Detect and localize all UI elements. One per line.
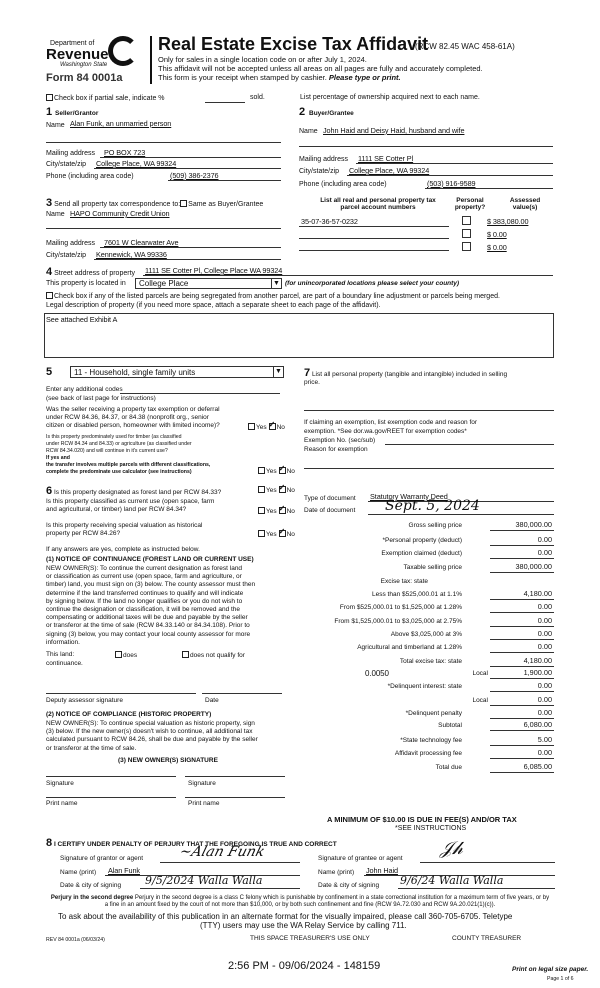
county-treasurer: COUNTY TREASURER bbox=[452, 935, 522, 942]
calc-label: Total excise tax: state bbox=[399, 658, 462, 665]
access-line1: To ask about the availability of this publication in an alternate format for the visually impaired, please call 360-705-6705. Teletype bbox=[58, 912, 513, 921]
calc-value[interactable]: 0.00 bbox=[537, 629, 552, 638]
s5-q2b-line2: the transfer involves multiple parcels with different classifications, bbox=[46, 462, 211, 468]
perjury-line1: Perjury in the second degree is a class C felony which is punishable by confinement in a state correctional institution for a maximum term of five years, or by bbox=[134, 895, 550, 901]
s1-num: 1 bbox=[46, 106, 53, 118]
s1-title: Seller/Grantor bbox=[55, 110, 99, 117]
calc-label: Less than $525,000.01 at 1.1% bbox=[372, 591, 462, 598]
form-number: Form 84 0001a bbox=[46, 72, 123, 84]
buyer-mailing-address[interactable]: 1111 SE Cotter Pl bbox=[358, 154, 414, 163]
s5-q2-yes-checkbox[interactable] bbox=[258, 467, 265, 474]
s8-num: 8 bbox=[46, 837, 53, 849]
treasurer-only: THIS SPACE TREASURER'S USE ONLY bbox=[250, 935, 370, 942]
grantor-date-city[interactable]: 9/5/2024 Walla Walla bbox=[145, 874, 263, 887]
page-title: Real Estate Excise Tax Affidavit bbox=[158, 34, 429, 54]
s6-q2-line1: Is this property classified as current use (open space, farm bbox=[46, 498, 215, 505]
s2-num: 2 bbox=[299, 106, 306, 118]
calc-value[interactable]: 0.00 bbox=[537, 535, 552, 544]
yes-label: Yes bbox=[256, 424, 267, 431]
s3-city-label: City/state/zip bbox=[46, 252, 87, 259]
no-label: No bbox=[286, 508, 295, 515]
grantee-print-name[interactable]: John Haid bbox=[366, 866, 398, 875]
seller-phone[interactable]: (509) 386-2376 bbox=[170, 171, 219, 180]
s6-q3-line2: property per RCW 84.26? bbox=[46, 530, 121, 537]
dept-label: Department of bbox=[50, 40, 95, 47]
s6-q2-no-checkbox[interactable] bbox=[279, 507, 286, 514]
local-rate: 0.0050 bbox=[365, 669, 389, 678]
s6-date: Date bbox=[205, 697, 219, 704]
land-does-checkbox[interactable] bbox=[115, 651, 122, 658]
grantee-signature[interactable]: 𝒥𝒽 bbox=[440, 838, 463, 859]
calc-label: Total due bbox=[435, 764, 462, 771]
grantor-print-name[interactable]: Alan Funk bbox=[108, 866, 140, 875]
s2-mail-label: Mailing address bbox=[299, 156, 349, 163]
s3-mail-label: Mailing address bbox=[46, 240, 96, 247]
partial-sale-checkbox[interactable] bbox=[46, 94, 53, 101]
property-street-address[interactable]: 1111 SE Cotter Pl, College Place WA 99324 bbox=[145, 266, 283, 275]
s8-title: I CERTIFY UNDER PENALTY OF PERJURY THAT THE FOREGOING IS TRUE AND CORRECT bbox=[53, 841, 337, 848]
calc-label: From $525,000.01 to $1,525,000 at 1.28% bbox=[339, 604, 462, 611]
partial-label: Check box if partial sale, indicate % bbox=[54, 95, 165, 102]
s4-seg: Check box if any of the listed parcels are being segregated from another parcel, are part of a boundary line adjustment or parcels being merged. bbox=[54, 293, 500, 300]
dept-revenue: Revenue bbox=[46, 46, 109, 63]
yes-label: Yes bbox=[266, 468, 277, 475]
parcel-h3: Assessed bbox=[509, 197, 541, 204]
s6-does: does bbox=[123, 652, 138, 659]
s6-q3-no-checkbox[interactable] bbox=[279, 530, 286, 537]
calc-label: Affidavit processing fee bbox=[394, 750, 462, 757]
calc-label: Agricultural and timberland at 1.28% bbox=[357, 644, 462, 651]
calc-value[interactable]: 0.00 bbox=[537, 695, 552, 704]
calc-label: Local bbox=[472, 697, 488, 704]
s3-same: Same as Buyer/Grantee bbox=[188, 201, 264, 208]
s8-date-label-2: Date & city of signing bbox=[318, 882, 380, 889]
s6-n1-title: (1) NOTICE OF CONTINUANCE (FOREST LAND OR CURRENT USE) bbox=[46, 556, 254, 563]
tax-correspondence-name[interactable]: HAPO Community Credit Union bbox=[70, 209, 170, 218]
parcel-h2b: property? bbox=[454, 204, 486, 211]
s7-exempt3: Exemption No. (sec/sub) bbox=[304, 437, 376, 444]
tax-correspondence-address[interactable]: 7601 W Clearwater Ave bbox=[104, 238, 179, 247]
s6-n2-title: (2) NOTICE OF COMPLIANCE (HISTORIC PROPERTY) bbox=[46, 711, 212, 718]
state-label: Washington State bbox=[60, 62, 108, 68]
personal-property-checkbox-2[interactable] bbox=[462, 229, 471, 238]
owner-print-label-1: Print name bbox=[46, 800, 78, 807]
chevron-down-icon: ▼ bbox=[273, 367, 283, 377]
s5-q1-line3: citizen or disabled person, homeowner with limited income)? bbox=[46, 422, 220, 429]
location-value: College Place bbox=[139, 279, 189, 288]
parcel-number-1[interactable]: 35-07-36-57-0232 bbox=[301, 217, 358, 226]
calc-label: *Personal property (deduct) bbox=[382, 537, 462, 544]
s5-q2b-line3: complete the predominate use calculator (see instructions) bbox=[46, 469, 192, 475]
document-type[interactable]: Statutory Warranty Deed bbox=[370, 492, 448, 501]
calc-label: Exemption claimed (deduct) bbox=[381, 550, 462, 557]
tax-correspondence-city[interactable]: Kennewick, WA 99336 bbox=[96, 250, 167, 259]
s8-sig-grantor-label: Signature of grantor or agent bbox=[60, 855, 144, 862]
s6-q2-yes-checkbox[interactable] bbox=[258, 507, 265, 514]
calc-value[interactable]: 1,900.00 bbox=[523, 668, 552, 677]
s6-n2-text: NEW OWNER(S): To continue special valuation as historic property, sign (3) below. If the new owner(s) doesn't wish to continue, all additional tax calculated pursuant to RCW 84.26, shall be due and payable by the seller or transferor at the time of sale. bbox=[46, 720, 258, 752]
s7-doc-type-label: Type of document bbox=[304, 495, 356, 502]
s7-exempt2: exemption. *See dor.wa.gov/REET for exemption codes* bbox=[304, 428, 467, 435]
seller-name[interactable]: Alan Funk, an unmarried person bbox=[70, 119, 172, 128]
partial-note: List percentage of ownership acquired next to each name. bbox=[300, 94, 480, 101]
parcel-h3b: value(s) bbox=[512, 204, 538, 211]
segregated-checkbox[interactable] bbox=[46, 292, 53, 299]
s6-num: 6 bbox=[46, 485, 53, 497]
s4-num: 4 bbox=[46, 266, 53, 278]
calc-label: Above $3,025,000 at 3% bbox=[390, 631, 462, 638]
calc-value[interactable]: 0.00 bbox=[537, 642, 552, 651]
no-label: No bbox=[286, 487, 295, 494]
seller-mailing-address[interactable]: PO BOX 723 bbox=[104, 148, 146, 157]
s6-continuance: continuance. bbox=[46, 660, 83, 667]
calc-value[interactable]: 380,000.00 bbox=[515, 520, 552, 529]
s7-num: 7 bbox=[304, 367, 311, 379]
grantee-date-city[interactable]: 9/6/24 Walla Walla bbox=[400, 874, 504, 887]
s2-name-label: Name bbox=[299, 128, 318, 135]
s2-title: Buyer/Grantee bbox=[309, 110, 354, 117]
calc-label: *State technology fee bbox=[400, 737, 462, 744]
calc-value[interactable]: 4,180.00 bbox=[523, 656, 552, 665]
s2-phone-label: Phone (including area code) bbox=[299, 181, 387, 188]
s5-q2-line3: RCW 84.34.020) and will continue in it's current use? bbox=[46, 448, 168, 454]
calc-value[interactable]: 6,080.00 bbox=[523, 720, 552, 729]
calc-value[interactable]: 0.00 bbox=[537, 748, 552, 757]
legal-description-box[interactable] bbox=[44, 313, 554, 358]
s2-city-label: City/state/zip bbox=[299, 168, 340, 175]
s6-instr: If any answers are yes, complete as instructed below. bbox=[46, 546, 200, 553]
calc-value[interactable]: 4,180.00 bbox=[523, 589, 552, 598]
parcel-h2: Personal bbox=[456, 197, 484, 204]
s4-legal-label: Legal description of property (if you need more space, attach a separate sheet to each page of the affidavit). bbox=[46, 302, 381, 309]
s5-num: 5 bbox=[46, 366, 53, 378]
header-sub3: This form is your receipt when stamped by cashier. bbox=[158, 73, 327, 82]
s5-q2-no-checkbox[interactable] bbox=[279, 467, 286, 474]
s8-name-label-1: Name (print) bbox=[60, 869, 97, 876]
calc-value[interactable]: 0.00 bbox=[537, 616, 552, 625]
s3-num: 3 bbox=[46, 197, 53, 209]
minimum-notice: A MINIMUM OF $10.00 IS DUE IN FEE(S) AND/OR TAX bbox=[327, 815, 517, 824]
s5-codes-label: Enter any additional codes bbox=[46, 386, 123, 393]
s6-q3-line1: Is this property receiving special valuation as historical bbox=[46, 522, 203, 529]
calc-label: From $1,525,000.01 to $3,025,000 at 2.75% bbox=[334, 618, 462, 625]
owner-signature-label-2: Signature bbox=[188, 780, 216, 787]
rcw-ref: (RCW 82.45 WAC 458-61A) bbox=[415, 42, 515, 51]
s7-exempt1: If claiming an exemption, list exemption code and reason for bbox=[304, 419, 478, 426]
land-does-not-checkbox[interactable] bbox=[182, 651, 189, 658]
land-use-value: 11 - Household, single family units bbox=[74, 368, 196, 377]
no-label: No bbox=[286, 468, 295, 475]
s6-q1-yes-checkbox[interactable] bbox=[258, 486, 265, 493]
seller-city[interactable]: College Place, WA 99324 bbox=[96, 159, 177, 168]
s1-mail-label: Mailing address bbox=[46, 150, 96, 157]
calc-value[interactable]: 0.00 bbox=[537, 708, 552, 717]
calc-label: Local bbox=[472, 670, 488, 677]
s1-phone-label: Phone (including area code) bbox=[46, 173, 134, 180]
parcel-h1b: parcel account numbers bbox=[340, 204, 416, 211]
land-use-select[interactable] bbox=[70, 366, 284, 378]
calc-value[interactable]: 6,085.00 bbox=[523, 762, 552, 771]
s6-does-not: does not qualify for bbox=[190, 652, 245, 659]
parcel-h1: List all real and personal property tax bbox=[320, 197, 436, 204]
rev-number: REV 84 0001a (06/03/24) bbox=[46, 937, 105, 943]
s6-q1: Is this property designated as forest land per RCW 84.33? bbox=[53, 489, 222, 496]
s8-sig-grantee-label: Signature of grantee or agent bbox=[318, 855, 403, 862]
s5-q1-line1: Was the seller receiving a property tax exemption or deferral bbox=[46, 406, 220, 413]
s6-deputy: Deputy assessor signature bbox=[46, 697, 123, 704]
s6-this-land: This land: bbox=[46, 651, 75, 658]
perjury-line2: a fine in an amount fixed by the court of not more than $10,000, or by both such confinement and fine (RCW 9A.72.030 and RCW 9A.20.021(1)(c)). bbox=[104, 902, 496, 908]
calc-label: Excise tax: state bbox=[380, 578, 428, 585]
s5-q1-line2: under RCW 84.36, 84.37, or 84.38 (nonprofit org., senior bbox=[46, 414, 209, 421]
owner-signature-label-1: Signature bbox=[46, 780, 74, 787]
buyer-city[interactable]: College Place, WA 99324 bbox=[349, 166, 430, 175]
s3-label: Send all property tax correspondence to: bbox=[54, 201, 181, 208]
yes-label: Yes bbox=[266, 531, 277, 538]
s7-doc-date-label: Date of document bbox=[304, 507, 356, 514]
s6-n1-text: NEW OWNER(S): To continue the current designation as forest land or classification as current use (open space, farm and agriculture, or timber) land, you must sign on (3) below. The county assessor must then determine if the land transferred continues to qualify and will indicate by signing below. If the land no longer qualifies or you do not wish to continue the designation or classification, it will be removed and the compensating or additional taxes will be due and payable by the seller or transferor at the time of sale (RCW 84.33.140 or 84.34.108). Prior to signing (3) below, you may contact your local county assessor for more information. bbox=[46, 565, 256, 646]
header-sub3b: Please type or print. bbox=[328, 73, 401, 82]
calc-label: *Delinquent penalty bbox=[405, 710, 462, 717]
s8-date-label-1: Date & city of signing bbox=[60, 882, 122, 889]
s8-name-label-2: Name (print) bbox=[318, 869, 355, 876]
partial-sold: sold. bbox=[250, 94, 265, 101]
dor-logo-icon bbox=[108, 36, 138, 66]
s4-loc-label: This property is located in bbox=[46, 280, 126, 287]
no-label: No bbox=[286, 531, 295, 538]
yes-label: Yes bbox=[266, 508, 277, 515]
s7-exempt4: Reason for exemption bbox=[304, 446, 368, 453]
buyer-phone[interactable]: (503) 916-9589 bbox=[427, 179, 476, 188]
legal-paper-note: Print on legal size paper. bbox=[512, 966, 589, 973]
header-sub2: This affidavit will not be accepted unless all areas on all pages are fully and accurately completed. bbox=[158, 64, 483, 73]
grantor-signature[interactable]: ~Alan Funk bbox=[177, 844, 267, 860]
calc-value[interactable]: 0.00 bbox=[537, 602, 552, 611]
document-date[interactable]: Sept. 5, 2024 bbox=[385, 498, 480, 514]
calc-label: Taxable selling price bbox=[403, 564, 462, 571]
s6-q1-no-checkbox[interactable] bbox=[279, 486, 286, 493]
s4-loc-note: (for unincorporated locations please select your county) bbox=[285, 280, 460, 287]
s5-q1-no-checkbox[interactable] bbox=[269, 423, 276, 430]
calc-value[interactable]: 5.00 bbox=[537, 735, 552, 744]
s6-q2-line2: and agricultural, or timber) land per RCW 84.34? bbox=[46, 506, 187, 513]
calc-label: Subtotal bbox=[438, 722, 462, 729]
assessed-value-1[interactable]: $ 383,080.00 bbox=[487, 217, 529, 226]
location-select[interactable] bbox=[135, 278, 282, 289]
calc-value[interactable]: 0.00 bbox=[537, 548, 552, 557]
chevron-down-icon: ▼ bbox=[271, 279, 281, 288]
assessed-value-3[interactable]: $ 0.00 bbox=[487, 243, 507, 252]
s5-codes-note: (see back of last page for instructions) bbox=[46, 395, 156, 402]
calc-value[interactable]: 380,000.00 bbox=[515, 562, 552, 571]
cashier-stamp: 2:56 PM - 09/06/2024 - 148159 bbox=[228, 960, 381, 972]
s6-q3-yes-checkbox[interactable] bbox=[258, 530, 265, 537]
legal-description[interactable]: See attached Exhibit A bbox=[46, 315, 118, 324]
s5-q2-line1: Is this property predominately used for timber (as classified bbox=[46, 434, 182, 440]
s4-street-label: Street address of property bbox=[54, 270, 136, 277]
personal-property-checkbox-1[interactable] bbox=[462, 216, 471, 225]
s5-q2-line2: under RCW 84.34 and 84.33) or agriculture (as classified under bbox=[46, 441, 192, 447]
s6-n3-title: (3) NEW OWNER(S) SIGNATURE bbox=[118, 757, 218, 764]
s1-city-label: City/state/zip bbox=[46, 161, 87, 168]
s5-q1-yes-checkbox[interactable] bbox=[248, 423, 255, 430]
calc-label: Gross selling price bbox=[408, 522, 462, 529]
access-line2: (TTY) users may use the WA Relay Service by calling 711. bbox=[200, 921, 407, 930]
no-label: No bbox=[276, 424, 285, 431]
calc-label: *Delinquent interest: state bbox=[387, 683, 462, 690]
header-divider bbox=[150, 36, 152, 84]
same-as-buyer-checkbox[interactable] bbox=[180, 200, 187, 207]
s5-q2b-line1: If yes and bbox=[46, 455, 70, 461]
owner-print-label-2: Print name bbox=[188, 800, 220, 807]
assessed-value-2[interactable]: $ 0.00 bbox=[487, 230, 507, 239]
personal-property-checkbox-3[interactable] bbox=[462, 242, 471, 251]
yes-label: Yes bbox=[266, 487, 277, 494]
s7-label: List all personal property (tangible and intangible) included in selling bbox=[311, 371, 508, 378]
calc-value[interactable]: 0.00 bbox=[537, 681, 552, 690]
s1-name-label: Name bbox=[46, 122, 65, 129]
see-instructions: *SEE INSTRUCTIONS bbox=[395, 825, 467, 832]
s3-name-label: Name bbox=[46, 211, 65, 218]
buyer-name[interactable]: John Haid and Deisy Haid, husband and wife bbox=[323, 126, 465, 135]
page-number: Page 1 of 6 bbox=[547, 976, 574, 982]
header-sub1: Only for sales in a single location code on or after July 1, 2024. bbox=[158, 55, 367, 64]
s7-label2: price. bbox=[304, 379, 320, 386]
